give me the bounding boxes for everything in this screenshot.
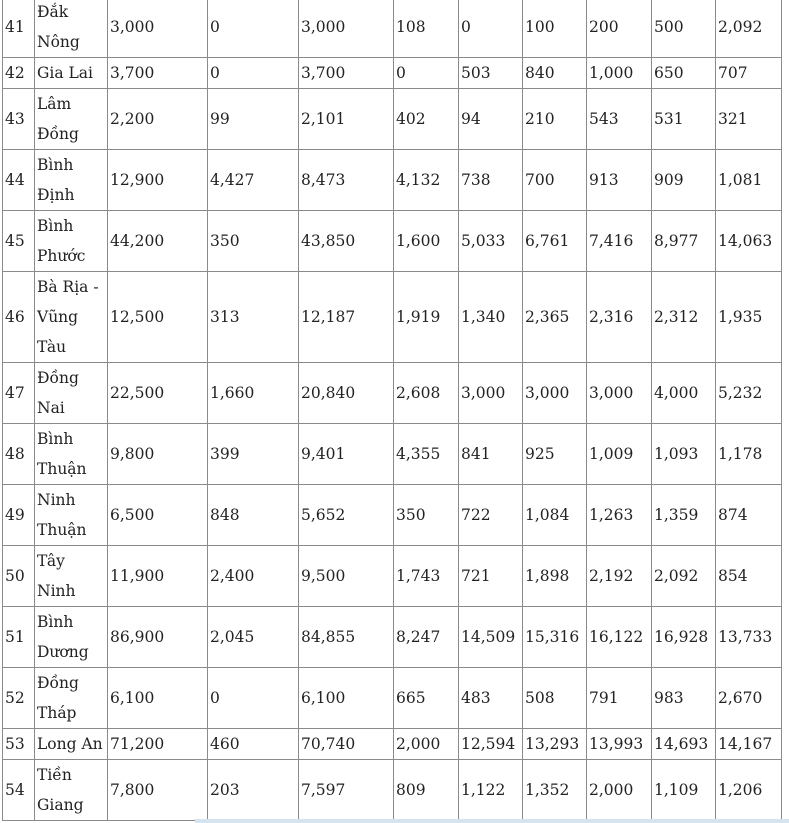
row-number-cell: 51 <box>3 607 35 668</box>
value-cell: 6,500 <box>108 485 208 546</box>
value-cell: 2,316 <box>587 272 652 363</box>
value-cell: 848 <box>208 485 299 546</box>
table-row <box>3 424 782 485</box>
value-cell: 7,800 <box>108 760 208 821</box>
value-cell: 2,000 <box>394 729 459 760</box>
value-cell: 543 <box>587 89 652 150</box>
table-row <box>3 0 782 58</box>
value-cell: 14,509 <box>459 607 523 668</box>
value-cell: 16,122 <box>587 607 652 668</box>
value-cell: 71,200 <box>108 729 208 760</box>
value-cell: 4,355 <box>394 424 459 485</box>
value-cell: 707 <box>716 58 782 89</box>
table-row <box>3 58 782 89</box>
value-cell: 665 <box>394 668 459 729</box>
value-cell: 13,293 <box>523 729 587 760</box>
value-cell: 721 <box>459 546 523 607</box>
province-cell: Tây Ninh <box>35 546 108 607</box>
value-cell: 503 <box>459 58 523 89</box>
value-cell: 100 <box>523 0 587 58</box>
table-row <box>3 668 782 729</box>
value-cell: 3,000 <box>587 363 652 424</box>
value-cell: 1,743 <box>394 546 459 607</box>
row-number-cell: 41 <box>3 0 35 58</box>
value-cell: 94 <box>459 89 523 150</box>
table-row <box>3 363 782 424</box>
value-cell: 22,500 <box>108 363 208 424</box>
row-number-cell: 48 <box>3 424 35 485</box>
value-cell: 2,045 <box>208 607 299 668</box>
value-cell: 2,400 <box>208 546 299 607</box>
value-cell: 6,100 <box>108 668 208 729</box>
value-cell: 2,670 <box>716 668 782 729</box>
horizontal-scrollbar[interactable] <box>195 819 789 823</box>
value-cell: 12,187 <box>299 272 394 363</box>
row-number-cell: 53 <box>3 729 35 760</box>
value-cell: 841 <box>459 424 523 485</box>
value-cell: 2,092 <box>716 0 782 58</box>
value-cell: 402 <box>394 89 459 150</box>
value-cell: 0 <box>459 0 523 58</box>
value-cell: 6,761 <box>523 211 587 272</box>
value-cell: 913 <box>587 150 652 211</box>
value-cell: 3,700 <box>299 58 394 89</box>
value-cell: 8,247 <box>394 607 459 668</box>
value-cell: 399 <box>208 424 299 485</box>
row-number-cell: 43 <box>3 89 35 150</box>
value-cell: 2,092 <box>652 546 716 607</box>
value-cell: 809 <box>394 760 459 821</box>
value-cell: 5,232 <box>716 363 782 424</box>
value-cell: 4,132 <box>394 150 459 211</box>
row-number-cell: 42 <box>3 58 35 89</box>
value-cell: 43,850 <box>299 211 394 272</box>
value-cell: 9,800 <box>108 424 208 485</box>
value-cell: 3,000 <box>299 0 394 58</box>
value-cell: 1,919 <box>394 272 459 363</box>
value-cell: 12,900 <box>108 150 208 211</box>
value-cell: 460 <box>208 729 299 760</box>
table-row <box>3 760 782 821</box>
value-cell: 13,993 <box>587 729 652 760</box>
province-cell: Long An <box>35 729 108 760</box>
value-cell: 983 <box>652 668 716 729</box>
row-number-cell: 45 <box>3 211 35 272</box>
value-cell: 0 <box>394 58 459 89</box>
value-cell: 2,200 <box>108 89 208 150</box>
value-cell: 16,928 <box>652 607 716 668</box>
table-row <box>3 272 782 363</box>
data-table <box>2 0 782 821</box>
value-cell: 86,900 <box>108 607 208 668</box>
value-cell: 70,740 <box>299 729 394 760</box>
value-cell: 2,365 <box>523 272 587 363</box>
value-cell: 1,009 <box>587 424 652 485</box>
row-number-cell: 54 <box>3 760 35 821</box>
value-cell: 3,000 <box>108 0 208 58</box>
value-cell: 1,600 <box>394 211 459 272</box>
value-cell: 909 <box>652 150 716 211</box>
value-cell: 210 <box>523 89 587 150</box>
value-cell: 1,109 <box>652 760 716 821</box>
province-cell: Đồng Nai <box>35 363 108 424</box>
value-cell: 1,206 <box>716 760 782 821</box>
value-cell: 2,192 <box>587 546 652 607</box>
row-number-cell: 50 <box>3 546 35 607</box>
value-cell: 722 <box>459 485 523 546</box>
table-row <box>3 211 782 272</box>
table-row <box>3 546 782 607</box>
value-cell: 1,178 <box>716 424 782 485</box>
value-cell: 2,608 <box>394 363 459 424</box>
row-number-cell: 52 <box>3 668 35 729</box>
province-cell: Ninh Thuận <box>35 485 108 546</box>
value-cell: 925 <box>523 424 587 485</box>
value-cell: 1,340 <box>459 272 523 363</box>
value-cell: 0 <box>208 58 299 89</box>
value-cell: 1,660 <box>208 363 299 424</box>
value-cell: 14,167 <box>716 729 782 760</box>
value-cell: 4,427 <box>208 150 299 211</box>
value-cell: 7,597 <box>299 760 394 821</box>
value-cell: 14,063 <box>716 211 782 272</box>
value-cell: 11,900 <box>108 546 208 607</box>
province-cell: Lâm Đồng <box>35 89 108 150</box>
value-cell: 99 <box>208 89 299 150</box>
value-cell: 13,733 <box>716 607 782 668</box>
value-cell: 1,000 <box>587 58 652 89</box>
value-cell: 1,122 <box>459 760 523 821</box>
value-cell: 12,500 <box>108 272 208 363</box>
value-cell: 200 <box>587 0 652 58</box>
table-row <box>3 150 782 211</box>
value-cell: 44,200 <box>108 211 208 272</box>
value-cell: 508 <box>523 668 587 729</box>
value-cell: 874 <box>716 485 782 546</box>
value-cell: 1,093 <box>652 424 716 485</box>
value-cell: 12,594 <box>459 729 523 760</box>
value-cell: 2,101 <box>299 89 394 150</box>
value-cell: 3,700 <box>108 58 208 89</box>
row-number-cell: 47 <box>3 363 35 424</box>
table-row <box>3 607 782 668</box>
value-cell: 321 <box>716 89 782 150</box>
row-number-cell: 49 <box>3 485 35 546</box>
value-cell: 5,652 <box>299 485 394 546</box>
value-cell: 15,316 <box>523 607 587 668</box>
value-cell: 350 <box>394 485 459 546</box>
row-number-cell: 44 <box>3 150 35 211</box>
value-cell: 1,359 <box>652 485 716 546</box>
province-cell: Bà Rịa - Vũng Tàu <box>35 272 108 363</box>
value-cell: 9,401 <box>299 424 394 485</box>
table-row <box>3 485 782 546</box>
value-cell: 350 <box>208 211 299 272</box>
value-cell: 0 <box>208 668 299 729</box>
province-cell: Bình Dương <box>35 607 108 668</box>
value-cell: 3,000 <box>459 363 523 424</box>
value-cell: 1,935 <box>716 272 782 363</box>
value-cell: 1,352 <box>523 760 587 821</box>
value-cell: 1,898 <box>523 546 587 607</box>
value-cell: 313 <box>208 272 299 363</box>
province-cell: Gia Lai <box>35 58 108 89</box>
value-cell: 7,416 <box>587 211 652 272</box>
value-cell: 20,840 <box>299 363 394 424</box>
value-cell: 3,000 <box>523 363 587 424</box>
value-cell: 4,000 <box>652 363 716 424</box>
province-cell: Bình Phước <box>35 211 108 272</box>
value-cell: 9,500 <box>299 546 394 607</box>
row-number-cell: 46 <box>3 272 35 363</box>
value-cell: 108 <box>394 0 459 58</box>
value-cell: 2,312 <box>652 272 716 363</box>
value-cell: 14,693 <box>652 729 716 760</box>
value-cell: 5,033 <box>459 211 523 272</box>
value-cell: 84,855 <box>299 607 394 668</box>
value-cell: 531 <box>652 89 716 150</box>
value-cell: 8,473 <box>299 150 394 211</box>
value-cell: 2,000 <box>587 760 652 821</box>
value-cell: 1,263 <box>587 485 652 546</box>
value-cell: 8,977 <box>652 211 716 272</box>
province-cell: Bình Định <box>35 150 108 211</box>
table-row <box>3 729 782 760</box>
table-row <box>3 89 782 150</box>
value-cell: 1,081 <box>716 150 782 211</box>
value-cell: 203 <box>208 760 299 821</box>
province-cell: Bình Thuận <box>35 424 108 485</box>
value-cell: 840 <box>523 58 587 89</box>
value-cell: 791 <box>587 668 652 729</box>
value-cell: 6,100 <box>299 668 394 729</box>
value-cell: 483 <box>459 668 523 729</box>
value-cell: 854 <box>716 546 782 607</box>
province-cell: Đồng Tháp <box>35 668 108 729</box>
value-cell: 700 <box>523 150 587 211</box>
value-cell: 0 <box>208 0 299 58</box>
value-cell: 1,084 <box>523 485 587 546</box>
value-cell: 738 <box>459 150 523 211</box>
value-cell: 500 <box>652 0 716 58</box>
province-cell: Đắk Nông <box>35 0 108 58</box>
province-cell: Tiền Giang <box>35 760 108 821</box>
value-cell: 650 <box>652 58 716 89</box>
